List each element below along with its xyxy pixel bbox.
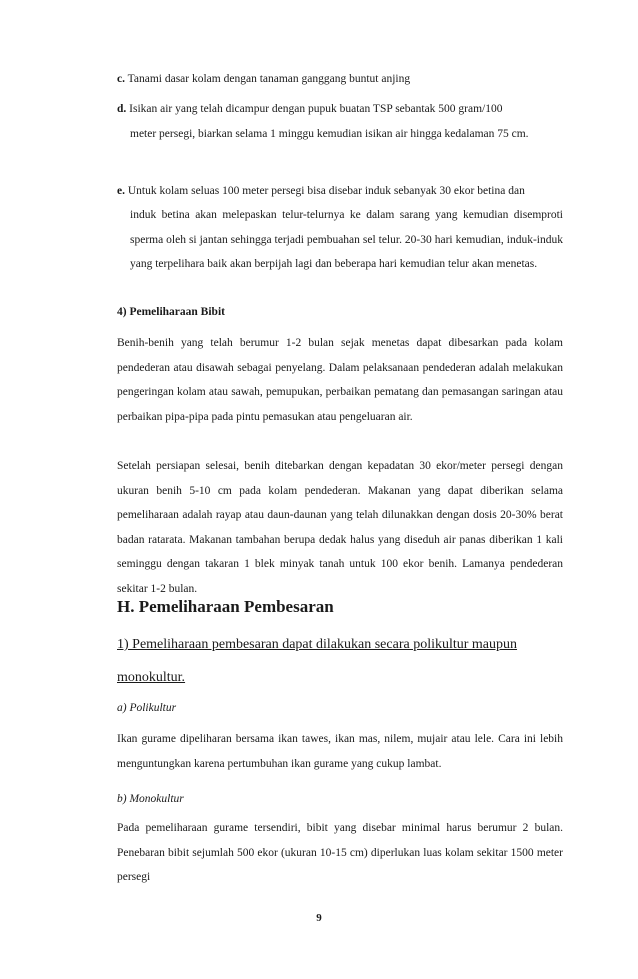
list-item-d-first [117,103,563,115]
subsection-label: a) Polikultur [117,702,177,714]
chapter-heading: H. Pemeliharaan Pembesaran [117,597,334,616]
item-label: e. [117,185,125,197]
item-label: d. [117,103,127,115]
subheading-line: monokultur. [117,670,186,685]
page-number: 9 [316,912,322,924]
section-heading: 4) Pemeliharaan Bibit [117,306,225,318]
item-text: Untuk kolam seluas 100 meter persegi bisa disebar induk sebanyak 30 ekor betina dan [127,185,525,197]
list-item-e-first [117,185,563,197]
item-label: c. [117,73,125,85]
paragraph: Pada pemeliharaan gurame tersendiri, bibit yang disebar minimal harus berumur 2 bulan. Penebaran bibit sejumlah 500 ekor (ukuran 10-15 cm) diperlukan luas kolam sekitar 1500 meter persegi [117,822,563,883]
paragraph: Ikan gurame dipeliharan bersama ikan tawes, ikan mas, nilem, mujair atau lele. Cara ini lebih menguntungkan karena pertumbuhan ikan gurame yang cukup lambat. [117,733,563,770]
list-item-c [117,73,563,85]
list-item-e-rest: induk betina akan melepaskan telur-telurnya ke dalam sarang yang kemudian disemproti sperma oleh si jantan sehingga terjadi pembuahan sel telur. 20-30 hari kemudian, induk-induk yang terpelihara baik akan berpijah lagi dan beberapa hari kemudian telur akan menetas. [130,209,563,270]
item-text: Isikan air yang telah dicampur dengan pupuk buatan TSP sebantak 500 gram/100 [129,103,503,115]
list-item-d-rest: meter persegi, biarkan selama 1 minggu kemudian isikan air hingga kedalaman 75 cm. [130,128,529,140]
paragraph: Benih-benih yang telah berumur 1-2 bulan sejak menetas dapat dibesarkan pada kolam pendederan atau disawah sebagai penyelang. Dalam pelaksanaan pendederan adalah melakukan pengeringan kolam atau sawah, pemupukan, perbaikan pematang dan pemasangan saringan atau perbaikan pipa-pipa pada pintu pemasukan atau pengeluaran air. [117,337,563,423]
item-text: Tanami dasar kolam dengan tanaman ganggang buntut anjing [127,73,411,85]
paragraph: Setelah persiapan selesai, benih ditebarkan dengan kepadatan 30 ekor/meter persegi dengan ukuran benih 5-10 cm pada kolam pendederan. Makanan yang dapat diberikan selama pemeliharaan adalah rayap atau daun-daunan yang telah dilunakkan dengan dosis 20-30% berat badan ratarata. Makanan tambahan berupa dedak halus yang diseduh air panas diberikan 1 kali seminggu dengan takaran 1 blek minyak tanah untuk 100 ekor benih. Lamanya pendederan sekitar 1-2 bulan. [117,460,563,595]
subheading-line: 1) Pemeliharaan pembesaran dapat dilakukan secara polikultur maupun [117,637,518,652]
subsection-label: b) Monokultur [117,793,184,805]
